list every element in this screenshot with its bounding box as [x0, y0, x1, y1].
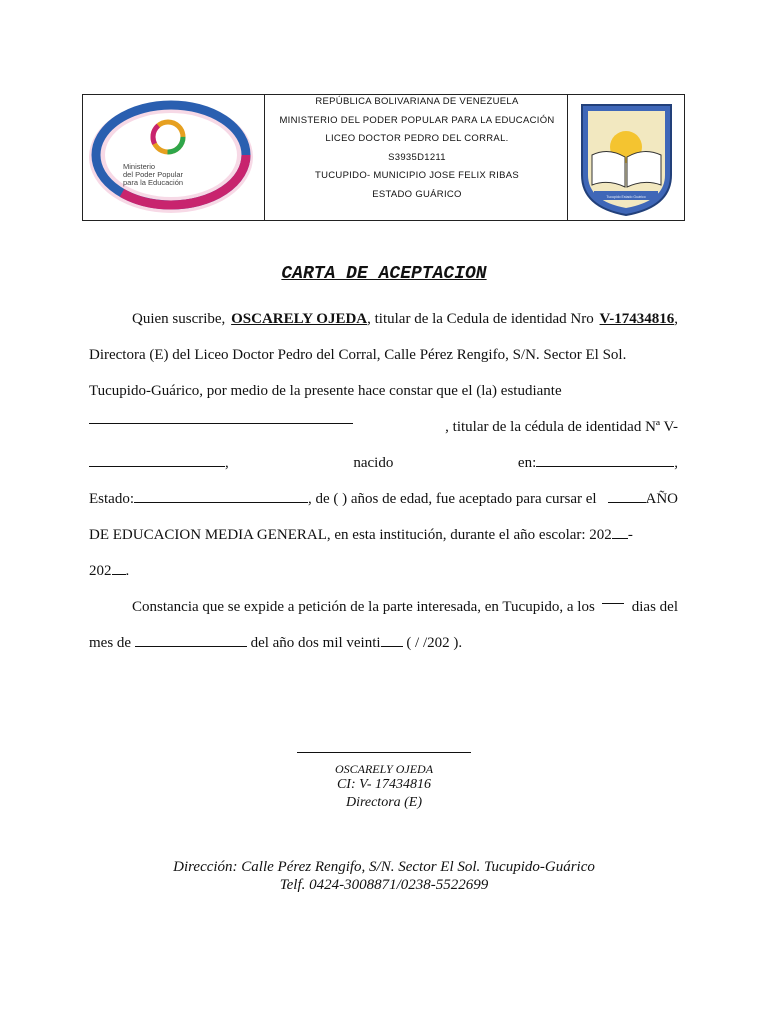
body-line-7: DE EDUCACION MEDIA GENERAL, en esta institución, durante el año escolar: 202 -	[89, 517, 678, 553]
body-text-age: , de ( ) años de edad, fue aceptado para cursar el	[308, 491, 597, 507]
body-text-1a: Quien suscribe,	[132, 311, 226, 327]
body-text-ano: AÑO	[645, 491, 678, 507]
year-number-blank[interactable]	[608, 488, 646, 503]
body-line-1: Quien suscribe, OSCARELY OJEDA, titular de la Cedula de identidad Nro V-17434816,	[89, 301, 678, 337]
signature-name: OSCARELY OJEDA	[334, 762, 434, 776]
day-blank[interactable]	[602, 589, 624, 604]
signature-role: Directora (E)	[345, 795, 423, 810]
body-line-8: 202 .	[89, 553, 678, 589]
body-text-in: en:	[517, 455, 537, 471]
institution-header	[267, 95, 567, 204]
footer-address: Dirección: Calle Pérez Rengifo, S/N. Sector El Sol. Tucupido-Guárico	[173, 859, 595, 875]
header-line-republic: REPÚBLICA BOLIVARIANA DE VENEZUELA	[315, 96, 519, 107]
header-line-code: S3935D1211	[388, 151, 446, 163]
body-text-2a: Constancia que se expide a petición de la parte interesada, en Tucupido, a los	[132, 599, 595, 615]
ministry-logo-line1: Ministerio	[123, 162, 156, 171]
student-id-blank[interactable]	[89, 452, 225, 467]
body-line-10	[89, 625, 678, 661]
ministry-logo	[83, 95, 265, 220]
body-text-state: Estado:	[89, 491, 134, 507]
body-text-1b: , titular de la Cedula de identidad Nro	[367, 311, 594, 327]
body-text-202: 202	[89, 563, 112, 579]
footer-phone: Telf. 0424-3008871/0238-5522699	[279, 877, 489, 893]
body-line-4	[89, 409, 678, 445]
body-line-9	[89, 589, 678, 625]
body-line-2: Directora (E) del Liceo Doctor Pedro del Corral, Calle Pérez Rengifo, S/N. Sector El Sol.	[89, 347, 627, 363]
letterhead	[82, 94, 685, 221]
header-line-state: ESTADO GUÁRICO	[372, 188, 462, 200]
signer-name: OSCARELY OJEDA	[231, 311, 368, 327]
signer-id: V-17434816	[599, 311, 675, 327]
body-line-6	[89, 481, 678, 517]
signature-ci: CI: V- 17434816	[336, 777, 432, 792]
school-crest	[567, 95, 684, 220]
body-text-media: DE EDUCACION MEDIA GENERAL, en esta institución, durante el año escolar: 202	[89, 527, 612, 543]
header-line-municipality: TUCUPIDO- MUNICIPIO JOSE FELIX RIBAS	[315, 170, 519, 181]
header-line-ministry: MINISTERIO DEL PODER POPULAR PARA LA EDUCACIÓN	[279, 114, 555, 126]
school-year-end-blank[interactable]	[112, 560, 126, 575]
state-blank[interactable]	[134, 488, 308, 503]
ministry-logo-line2: del Poder Popular	[123, 170, 184, 179]
body-text-2c: mes de	[89, 635, 132, 651]
body-text-2e: ( / /202 ).	[406, 635, 463, 651]
letter-title	[0, 264, 768, 284]
ministry-logo-line3: para la Educación	[123, 178, 184, 187]
student-name-blank[interactable]	[89, 409, 353, 424]
letter-body	[89, 301, 678, 661]
signature-block	[0, 752, 768, 812]
birthplace-blank[interactable]	[536, 452, 674, 467]
body-text-2d: del año dos mil veinti	[250, 635, 381, 651]
signature-line[interactable]	[297, 752, 471, 762]
letter-title-text: CARTA DE ACEPTACION	[281, 264, 487, 284]
school-year-start-blank[interactable]	[612, 524, 628, 539]
body-line-5: , nacido en: ,	[89, 445, 678, 481]
header-line-school: LICEO DOCTOR PEDRO DEL CORRAL.	[325, 133, 509, 144]
month-blank[interactable]	[135, 632, 247, 647]
body-text-1e: , titular de la cédula de identidad Nª V-	[445, 419, 678, 435]
body-text-born: nacido	[353, 455, 394, 471]
footer	[0, 858, 768, 894]
body-text-2b: dias del	[631, 599, 678, 615]
year-blank[interactable]	[381, 632, 403, 647]
body-line-3: Tucupido-Guárico, por medio de la presente hace constar que el (la) estudiante	[89, 383, 562, 399]
crest-caption: Tucupido Estado Guárico	[606, 195, 646, 199]
